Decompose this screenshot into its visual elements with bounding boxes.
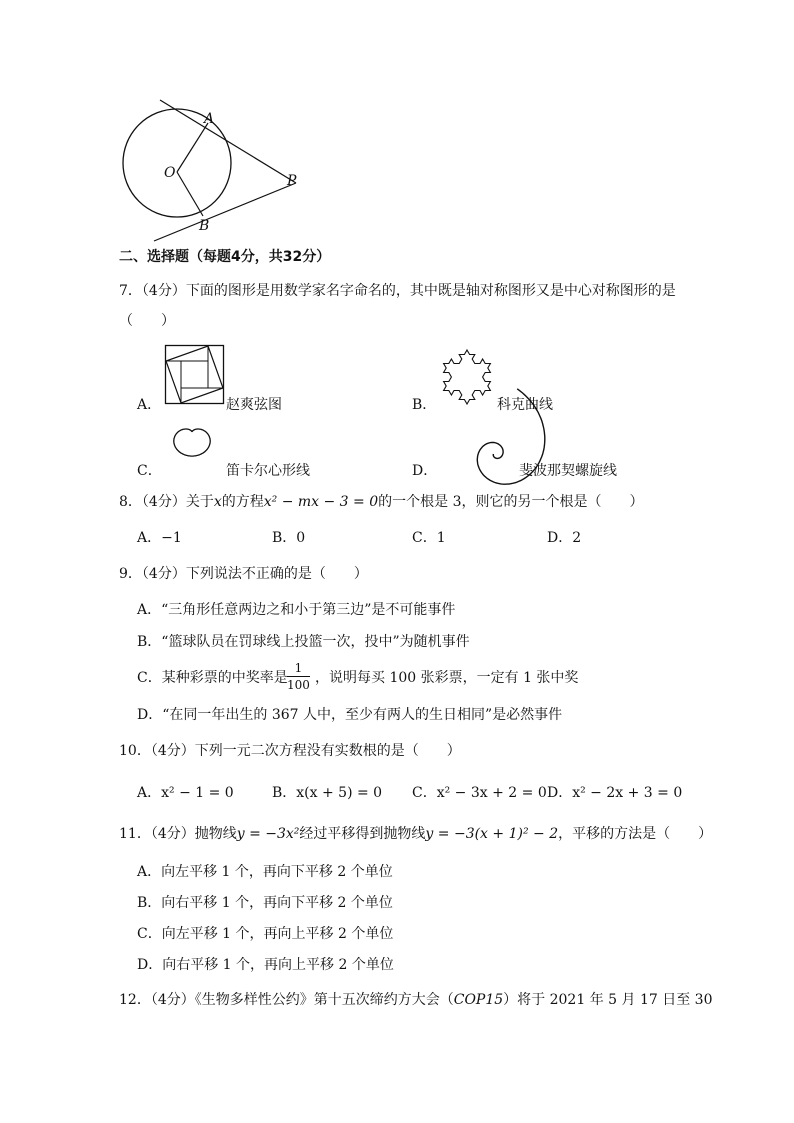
q9-fraction-denominator: 100 [287, 678, 310, 692]
tangent-line-a [160, 100, 296, 183]
q12-prefix: 12．（4分）《生物多样性公约》第十五次缔约方大会（ [119, 992, 454, 1008]
q11-mid: 经过平移得到抛物线 [299, 826, 426, 842]
label-point-p: P [287, 173, 297, 189]
q9-fraction-numerator: 1 [287, 662, 310, 677]
q9-option-d[interactable]: D．“在同一年出生的 367 人中，至少有两人的生日相同”是必然事件 [137, 707, 563, 723]
q11-option-c[interactable]: C．向左平移 1 个，再向上平移 2 个单位 [137, 926, 394, 942]
q8-equation: x² − mx − 3 = 0 [263, 494, 379, 510]
q11-stem [119, 827, 712, 841]
q11-eq2: y = −3(x + 1)² − 2 [425, 826, 559, 842]
q8-option-d[interactable]: D．2 [547, 530, 582, 546]
q8-prefix: 8．（4分）关于 [119, 494, 214, 510]
zhao-shuang-diagram [165, 345, 225, 405]
q7-option-d-caption: 斐波那契螺旋线 [519, 463, 617, 479]
label-point-b: B [199, 218, 210, 234]
label-point-a: A [204, 111, 215, 127]
q9-fraction [287, 662, 310, 691]
q11-option-b[interactable]: B．向右平移 1 个，再向下平移 2 个单位 [137, 895, 393, 911]
q7-option-c-letter[interactable]: C． [137, 463, 162, 479]
q9-option-c-pre[interactable]: C．某种彩票的中奖率是 [137, 670, 288, 686]
q9-option-a[interactable]: A．“三角形任意两边之和小于第三边”是不可能事件 [137, 602, 456, 618]
q10-option-b[interactable]: B．x(x + 5) = 0 [272, 785, 383, 801]
q10-stem: 10．（4分）下列一元二次方程没有实数根的是（ ） [119, 743, 461, 759]
koch-curve-diagram [436, 341, 498, 409]
q9-stem: 9．（4分）下列说法不正确的是（ ） [119, 566, 368, 582]
q12-suffix: ）将于 2021 年 5 月 17 日至 30 [503, 992, 713, 1008]
tangent-line-b [154, 183, 296, 241]
q11-eq1: y = −3x² [236, 826, 300, 842]
q12-cop: COP15 [453, 992, 504, 1008]
q8-option-c[interactable]: C．1 [412, 530, 446, 546]
q7-option-c-caption: 笛卡尔心形线 [226, 463, 310, 479]
q10-option-d[interactable]: D．x² − 2x + 3 = 0 [547, 785, 683, 801]
q9-option-c-post: ，说明每买 100 张彩票，一定有 1 张中奖 [315, 670, 579, 686]
q8-mid: 的方程 [221, 494, 264, 510]
radius-ob [177, 172, 203, 216]
q8-option-a[interactable]: A．−1 [137, 530, 182, 546]
q8-stem [119, 495, 643, 509]
q8-var: x [213, 494, 222, 510]
q8-option-b[interactable]: B．0 [272, 530, 306, 546]
q7-stem-line2: （ ） [119, 313, 175, 329]
q10-option-c[interactable]: C．x² − 3x + 2 = 0 [412, 785, 547, 801]
q11-option-a[interactable]: A．向左平移 1 个，再向下平移 2 个单位 [137, 864, 393, 880]
label-point-o: O [164, 165, 176, 181]
fibonacci-spiral-diagram [436, 414, 526, 474]
q10-option-a[interactable]: A．x² − 1 = 0 [137, 785, 234, 801]
circle-tangent-figure [0, 0, 794, 240]
q7-option-b-caption: 科克曲线 [497, 397, 553, 413]
q11-prefix: 11．（4分）抛物线 [119, 826, 237, 842]
q7-option-b-letter[interactable]: B． [412, 397, 437, 413]
q8-suffix: 的一个根是 3，则它的另一个根是（ ） [378, 494, 644, 510]
q9-option-b[interactable]: B．“篮球队员在罚球线上投篮一次，投中”为随机事件 [137, 634, 470, 650]
q7-option-a-caption: 赵爽弦图 [226, 397, 282, 413]
q12-stem [119, 993, 713, 1007]
circle-o [123, 109, 231, 217]
cardioid-diagram [158, 414, 228, 476]
section-title: 二、选择题（每题4分，共32分） [119, 249, 331, 265]
q7-option-a-letter[interactable]: A． [137, 397, 162, 413]
q7-option-d-letter[interactable]: D． [412, 463, 438, 479]
q7-stem-line1: 7．（4分）下面的图形是用数学家名字命名的，其中既是轴对称图形又是中心对称图形的是 [119, 283, 676, 299]
radius-oa [177, 123, 208, 172]
q11-option-d[interactable]: D．向右平移 1 个，再向上平移 2 个单位 [137, 957, 394, 973]
q11-suffix: ，平移的方法是（ ） [558, 826, 713, 842]
